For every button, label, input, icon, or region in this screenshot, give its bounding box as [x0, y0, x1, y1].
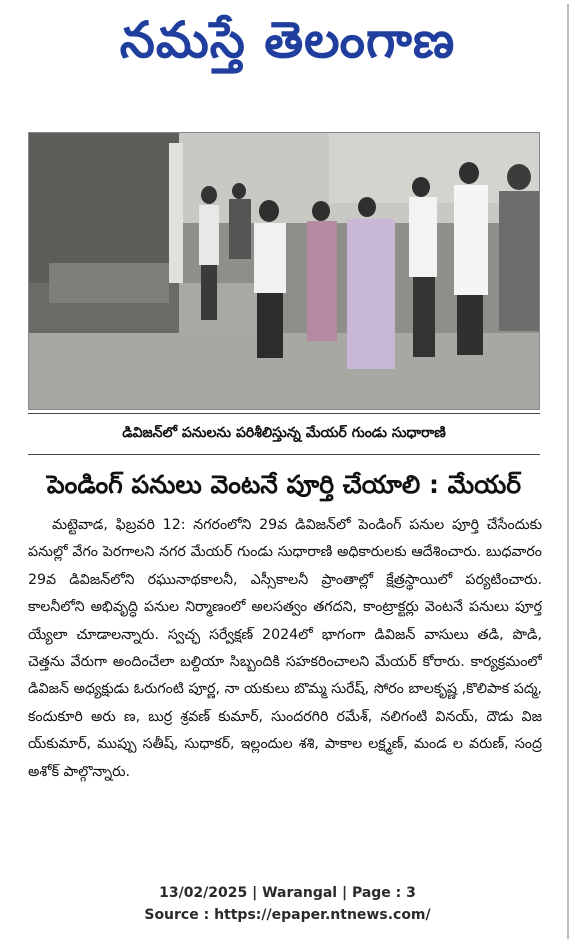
footer-date-line: 13/02/2025 | Warangal | Page : 3 — [159, 885, 416, 901]
newspaper-masthead: నమస్తే తెలంగాణ — [119, 11, 456, 69]
caption-rule-top — [28, 413, 540, 414]
article-paragraph: మట్టెవాడ, ఫిబ్రవరి 12: నగరంలోని 29వ డివిజన్‌లో పెండింగ్ పనుల పూర్తి చేసేందుకు పనుల్లో వేగం పెరగాలని నగర మేయర్ గుండు సుధారాణి అధికారులకు ఆదేశించారు. బుధవారం 29వ డివిజన్‌లోని రఘునాథకాలనీ, ఎస్సీకాలనీ ప్రాంతాల్లో క్షేత్రస్థాయిలో పర్యటించారు. కాలనీలోని అభివృద్ధి పనుల నిర్మాణంలో అలసత్వం తగదని, కాంట్రాక్టర్లు వెంటనే పనులు పూర్త య్యేలా చూడాలన్నారు. స్వచ్ఛ సర్వేక్షణ్ 2024లో భాగంగా డివిజన్ వాసులు తడి, పొడి, చెత్తను వేరుగా అందించేలా బల్దియా సిబ్బందికి సహకరించాలని మేయర్ కోరారు. కార్యక్రమంలో డివిజన్ అధ్యక్షుడు ఓరుగంటి పూర్ణ, నా యకులు బొమ్మ సురేష్, సోరం బాలకృష్ణ ,కొలిపాక పద్మ, కందుకూరి అరు ణ, బుర్ర శ్రవణ్ కుమార్, సుందరగిరి రమేశ్, నలిగంటి వినయ్, దౌడు విజ య్‌కుమార్, ముప్పు సతీష్, సుధాకర్, ఇల్లందుల శశి, పాకాల లక్ష్మణ్, మండ ల వరుణ్, సంద్ర అశోక్ పాల్గొన్నారు. — [28, 517, 542, 780]
news-photo-illustration — [29, 133, 540, 410]
article-body — [28, 512, 542, 848]
caption-rule-bottom — [28, 454, 540, 455]
photo-caption: డివిజన్‌లో పనులను పరిశీలిస్తున్న మేయర్ గుండు సుధారాణి — [122, 425, 446, 441]
footer-source-line: Source : https://epaper.ntnews.com/ — [144, 907, 431, 923]
news-photo — [28, 132, 540, 410]
article-headline: పెండింగ్ పనులు వెంటనే పూర్తి చేయాలి : మేయర్ — [46, 470, 522, 499]
